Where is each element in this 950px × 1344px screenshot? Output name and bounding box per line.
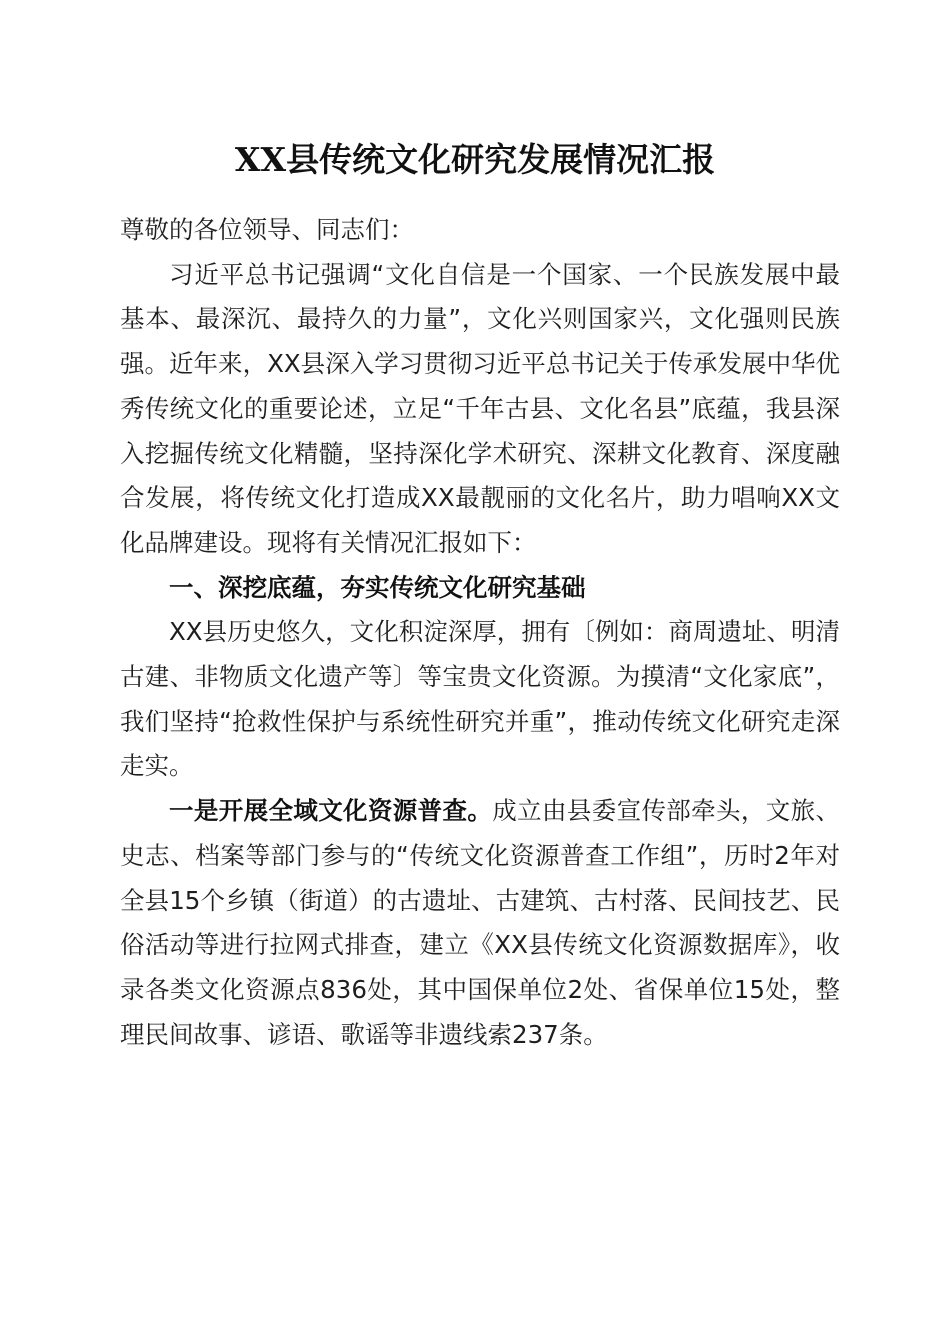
item-1-text: 成立由县委宣传部牵头，文旅、史志、档案等部门参与的“传统文化资源普查工作组”，历时2年对全县15个乡镇（街道）的古遗址、古建筑、古村落、民间技艺、民俗活动等进行拉网式排查，建立《XX县传统文化资源数据库》，收录各类文化资源点836处，其中国保单位2处、省保单位15处，整理民间故事、谚语、歌谣等非遗线索237条。	[120, 796, 840, 1049]
document-title: XX县传统文化研究发展情况汇报	[234, 140, 716, 179]
section-1-heading: 一、深挖底蕴，夯实传统文化研究基础	[169, 572, 586, 602]
document-body	[120, 208, 840, 1057]
salutation: 尊敬的各位领导、同志们：	[120, 215, 414, 244]
item-1-paragraph	[120, 789, 840, 1057]
section-1-paragraph: XX县历史悠久，文化积淀深厚，拥有〔例如：商周遗址、明清古建、非物质文化遗产等〕等宝贵文化资源。为摸清“文化家底”，我们坚持“抢救性保护与系统性研究并重”，推动传统文化研究走深走实。	[120, 617, 840, 781]
item-1-lead: 一是开展全域文化资源普查。	[169, 796, 493, 826]
intro-paragraph: 习近平总书记强调“文化自信是一个国家、一个民族发展中最基本、最深沉、最持久的力量”，文化兴则国家兴，文化强则民族强。近年来，XX县深入学习贯彻习近平总书记关于传承发展中华优秀传统文化的重要论述，立足“千年古县、文化名县”底蕴，我县深入挖掘传统文化精髓，坚持深化学术研究、深耕文化教育、深度融合发展，将传统文化打造成XX最靓丽的文化名片，助力唱响XX文化品牌建设。现将有关情况汇报如下：	[120, 259, 840, 557]
